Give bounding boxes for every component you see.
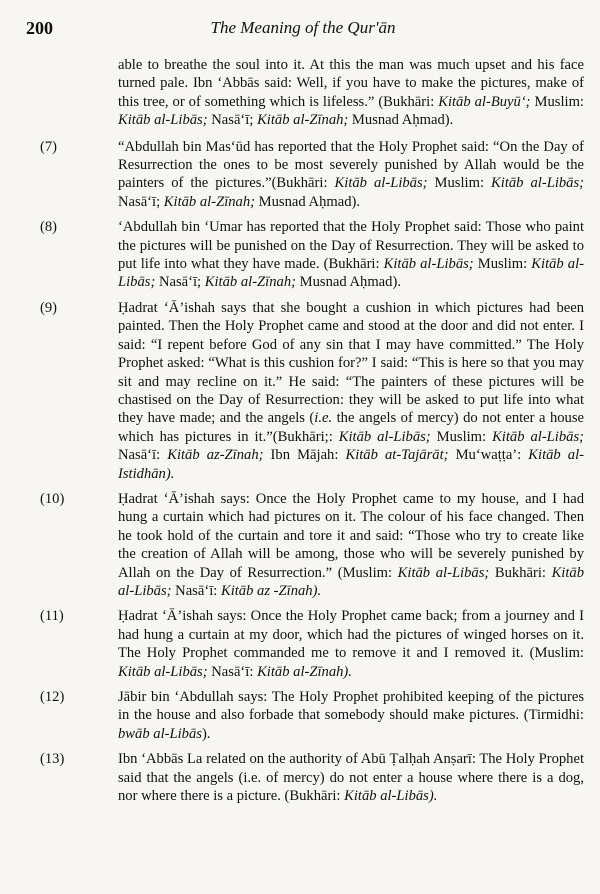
paragraph-text <box>118 139 584 210</box>
paragraph-number: (8) <box>40 219 58 236</box>
hadith-paragraph <box>40 218 584 292</box>
text-run: Jābir bin ‘Abdullah says: The Holy Prophet prohibited keeping of the pictures in the house and also forbade that somebody should make pictures. (Tirmidhi: <box>118 689 584 724</box>
citation-title: Kitāb al-Libās; <box>118 564 584 599</box>
citation-title: Kitāb al-Zīnah; <box>204 274 296 291</box>
page-number: 200 <box>26 18 53 38</box>
citation-title: Kitāb az-Zīnah; <box>167 447 264 464</box>
text-run: Nasā‘ī; <box>207 112 258 129</box>
text-run: Ibn Mājah: <box>263 447 346 464</box>
text-run: “Abdullah bin Mas‘ūd has reported that the Holy Prophet said: “On the Day of Resurrection the ones to be most severely punished by Allah would be the painters of the pictures.”(Bukhāri: <box>118 138 584 192</box>
running-title: The Meaning of the Qur'ān <box>210 18 396 37</box>
paragraph-number: (7) <box>40 138 58 155</box>
text-run: Nasā‘ī; <box>155 274 205 291</box>
text-run: the angels of mercy) do not enter a house which has pictures in it.”(Bukhāri;: <box>118 410 584 445</box>
hadith-paragraph <box>40 299 584 483</box>
citation-title: Kitāb al-Buyū‘; <box>438 93 531 110</box>
citation-title: Kitāb az -Zīnah). <box>220 582 322 599</box>
citation-title: Kitāb al-Libās; <box>118 663 208 680</box>
hadith-paragraph <box>40 688 584 743</box>
text-run: Ḥadrat ‘Ā’ishah says: Once the Holy Prophet came back; from a journey and I had hung a curtain at my door, which had the pictures of winged horses on it. The Holy Prophet commanded me to remove it and I removed it. (Muslim: <box>118 608 584 662</box>
citation-title: Kitāb al-Libās; <box>334 175 428 192</box>
text-run: Nasā‘ī: <box>207 663 258 680</box>
citation-title: Kitāb al-Zīnah). <box>257 663 352 680</box>
paragraph-number: (11) <box>40 608 64 625</box>
text-run: Musnad Aḥmad). <box>295 274 401 291</box>
text-run: Ḥadrat ‘Ā’ishah says that she bought a cushion in which pictures had been painted. Then the Holy Prophet came and stood at the door and did not enter. I said: “I repent before God of any sin that I may have committed.” The Holy Prophet asked: “What is this cushion for?” I said: “This is here so that you may sit and may recline on it.” He said: “The painters of these pictures will be chastised on the Day of Resurrection: they will be asked to put life into what they have made; and the angels ( <box>118 299 584 427</box>
paragraph-number: (10) <box>40 490 65 507</box>
citation-title: Kitāb al-Libās; <box>118 256 585 291</box>
text-run: Ibn ‘Abbās La related on the authority of Abū Ṭalḥah Anṣarī: The Holy Prophet said that the angels (i.e. of mercy) do not enter a house where there is a dog, nor where there is a picture. (Bukhāri: <box>118 751 584 805</box>
text-run: Muslim: <box>473 256 532 273</box>
paragraph-text <box>118 751 584 804</box>
text-run: Nasā‘ī: <box>171 582 221 599</box>
citation-title: Kitāb al-Libās; <box>118 112 208 129</box>
citation-title: Kitāb al-Libās; <box>338 428 431 445</box>
hadith-paragraph <box>40 750 584 805</box>
paragraph-number: (12) <box>40 689 65 705</box>
paragraph-text <box>118 219 584 290</box>
text-run: Mu‘waṭṭa’: <box>448 447 529 464</box>
citation-title: i.e. <box>314 410 333 427</box>
text-run: Nasā‘ī; <box>118 193 164 210</box>
hadith-paragraph <box>40 490 584 600</box>
paragraph-text <box>118 57 584 128</box>
text-run: ). <box>201 725 211 742</box>
paragraph-text <box>118 300 584 482</box>
text-run: able to breathe the soul into it. At this the man was much upset and his face turned pale. Ibn ‘Abbās said: Well, if you have to make the pictures, make of this tree, or of something which is lifeless.” (Bukhāri: <box>118 57 584 110</box>
citation-title: Kitāb al-Libās; <box>492 428 584 445</box>
text-run: Muslim: <box>530 93 584 110</box>
text-run: Bukhāri: <box>489 564 552 581</box>
citation-title: Kitāb al-Libās; <box>383 256 474 273</box>
paragraph-text <box>118 608 584 679</box>
hadith-paragraph <box>40 138 584 212</box>
citation-title: Kitāb al-Zīnah; <box>163 193 256 210</box>
paragraph-text <box>118 491 584 599</box>
text-run: Muslim: <box>427 175 492 192</box>
text-run: ‘Abdullah bin ‘Umar has reported that the Holy Prophet said: Those who paint the pictures will be punished on the Day of Resurrection. They will be asked to put life into what they have made. (Bukhāri: <box>118 219 584 273</box>
text-run: Ḥadrat ‘Ā’ishah says: Once the Holy Prophet came to my house, and I had hung a curtain which had pictures on it. The colour of his face changed. Then he took hold of the curtain and tore it and said: “Those who try to create like the creation of Allah will be among, those who will be severely punished by Allah on the Day of Resurrection.” (Muslim: <box>118 490 584 581</box>
citation-title: Kitāb al-Libās; <box>397 564 490 581</box>
continued-paragraph <box>40 56 584 130</box>
hadith-paragraph <box>40 607 584 681</box>
paragraph-number: (13) <box>40 751 65 768</box>
citation-title: Kitāb al-Libās; <box>491 175 585 192</box>
body-text <box>40 56 584 812</box>
citation-title: Kitāb al-Istidhān). <box>118 447 584 482</box>
text-run: Musnad Aḥmad). <box>255 193 361 210</box>
citation-title: bwāb al-Libās <box>118 725 202 742</box>
citation-title: Kitāb al-Libās). <box>344 788 438 805</box>
citation-title: Kitāb at-Tajārāt; <box>345 447 449 464</box>
paragraph-number: (9) <box>40 299 58 316</box>
citation-title: Kitāb al-Zīnah; <box>257 112 349 129</box>
paragraph-text <box>118 689 584 742</box>
page-header <box>26 16 580 42</box>
text-run: Nasā‘ī: <box>118 447 168 464</box>
text-run: Musnad Aḥmad). <box>348 112 454 129</box>
text-run: Muslim: <box>430 428 493 445</box>
